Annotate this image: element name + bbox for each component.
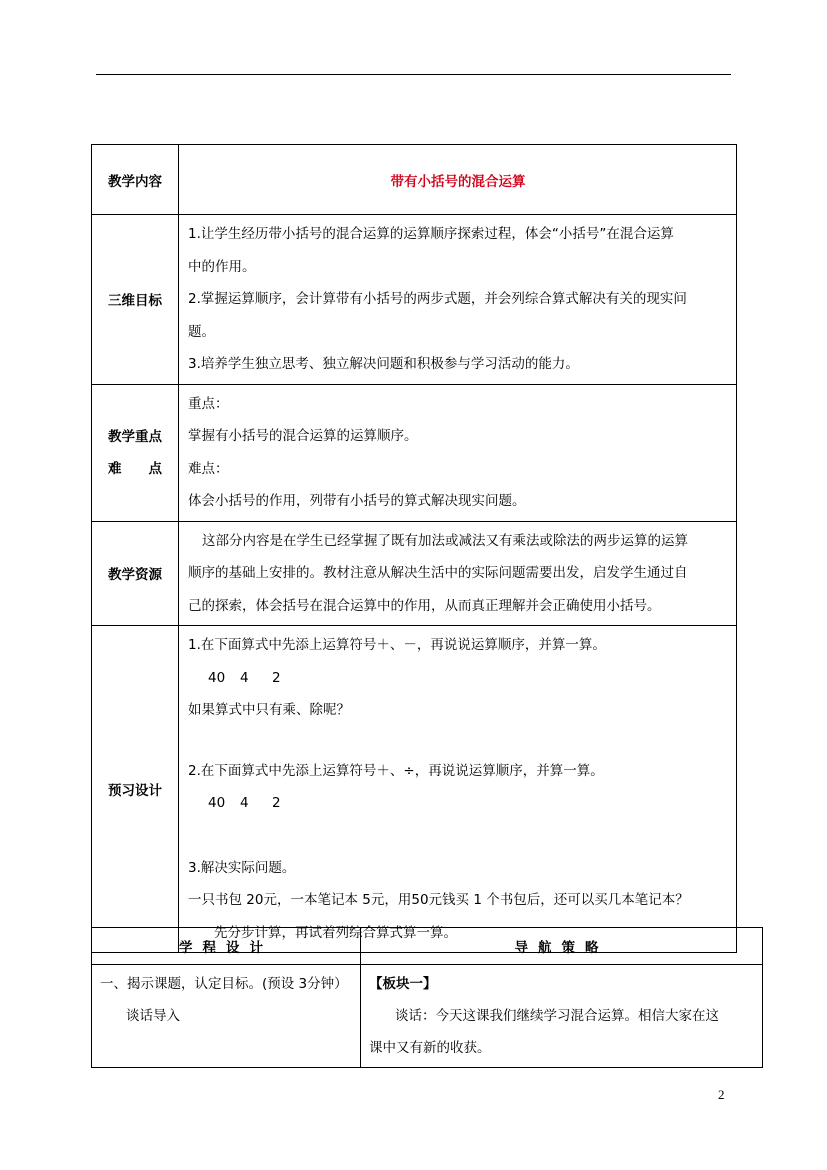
strategy-line: 谈话：今天这课我们继续学习混合运算。相信大家在这	[395, 1008, 719, 1024]
expression-2	[188, 787, 728, 820]
focus-line: 掌握有小括号的混合运算的运算顺序。	[188, 428, 418, 444]
process-substep: 谈话导入	[126, 1008, 180, 1024]
preview-followup: 如果算式中只有乘、除呢？	[188, 702, 350, 718]
process-header-right: 导航策略	[361, 928, 763, 965]
goals-row	[92, 215, 737, 385]
resources-label: 教学资源	[92, 521, 179, 626]
process-left-cell	[92, 965, 361, 1068]
expression-number: 2	[272, 669, 281, 686]
preview-label: 预习设计	[92, 626, 179, 953]
preview-problem: 一只书包 20元，一本笔记本 5元，用50元钱买 1 个书包后，还可以买几本笔记本？	[188, 892, 689, 908]
focus-row	[92, 384, 737, 521]
expression-number: 40	[208, 669, 226, 686]
goal-line: 2.掌握运算顺序，会计算带有小括号的两步式题，并会列综合算式解决有关的现实问	[188, 291, 687, 307]
block-heading: 【板块一】	[369, 976, 437, 992]
header-rule	[96, 74, 731, 75]
focus-line: 体会小括号的作用，列带有小括号的算式解决现实问题。	[188, 493, 526, 509]
process-header-left: 学程设计	[92, 928, 361, 965]
focus-line: 难点：	[188, 460, 229, 477]
process-body-row	[92, 965, 763, 1068]
content-label: 教学内容	[92, 145, 179, 215]
process-right-cell	[361, 965, 763, 1068]
expression-number: 4	[240, 669, 249, 686]
content-row	[92, 145, 737, 215]
preview-hint: 先分步计算，再试着列综合算式算一算。	[214, 924, 457, 941]
expression-number: 2	[272, 795, 281, 811]
lesson-title: 带有小括号的混合运算	[179, 145, 737, 215]
answer-space	[188, 727, 728, 755]
preview-row	[92, 626, 737, 953]
goal-line: 中的作用。	[188, 258, 256, 275]
resources-content	[179, 521, 737, 626]
answer-space	[188, 820, 728, 852]
goal-line: 1.让学生经历带小括号的混合运算的运算顺序探索过程，体会“小括号”在混合运算	[188, 226, 674, 242]
resource-line: 这部分内容是在学生已经掌握了既有加法或减法又有乘法或除法的两步运算的运算	[202, 532, 688, 549]
lesson-plan-table	[91, 144, 737, 953]
goals-label: 三维目标	[92, 215, 179, 385]
preview-question-2: 2.在下面算式中先添上运算符号＋、÷，再说说运算顺序，并算一算。	[188, 762, 604, 779]
process-header-row	[92, 928, 763, 965]
process-step: 一、揭示课题，认定目标。(预设 3分钟）	[100, 976, 348, 992]
expression-1	[188, 662, 728, 695]
resource-line: 己的探索，体会括号在混合运算中的作用，从而真正理解并会正确使用小括号。	[188, 597, 661, 614]
difficulty-label-line: 难 点	[108, 460, 162, 477]
focus-content	[179, 384, 737, 521]
page-number: 2	[718, 1087, 725, 1102]
expression-number: 40	[208, 795, 226, 811]
resources-row	[92, 521, 737, 626]
resource-line: 顺序的基础上安排的。教材注意从解决生活中的实际问题需要出发，启发学生通过自	[188, 565, 688, 581]
preview-question-1: 1.在下面算式中先添上运算符号＋、－，再说说运算顺序，并算一算。	[188, 637, 606, 653]
focus-label	[92, 384, 179, 521]
preview-question-3: 3.解决实际问题。	[188, 859, 296, 876]
focus-label-line: 教学重点	[108, 428, 162, 445]
goal-line: 题。	[188, 323, 215, 340]
preview-content	[179, 626, 737, 953]
strategy-line: 课中又有新的收获。	[369, 1040, 491, 1056]
process-table	[91, 927, 763, 1068]
goals-content	[179, 215, 737, 385]
focus-line: 重点：	[188, 395, 229, 412]
goal-line: 3.培养学生独立思考、独立解决问题和积极参与学习活动的能力。	[188, 356, 579, 372]
expression-number: 4	[240, 795, 249, 811]
